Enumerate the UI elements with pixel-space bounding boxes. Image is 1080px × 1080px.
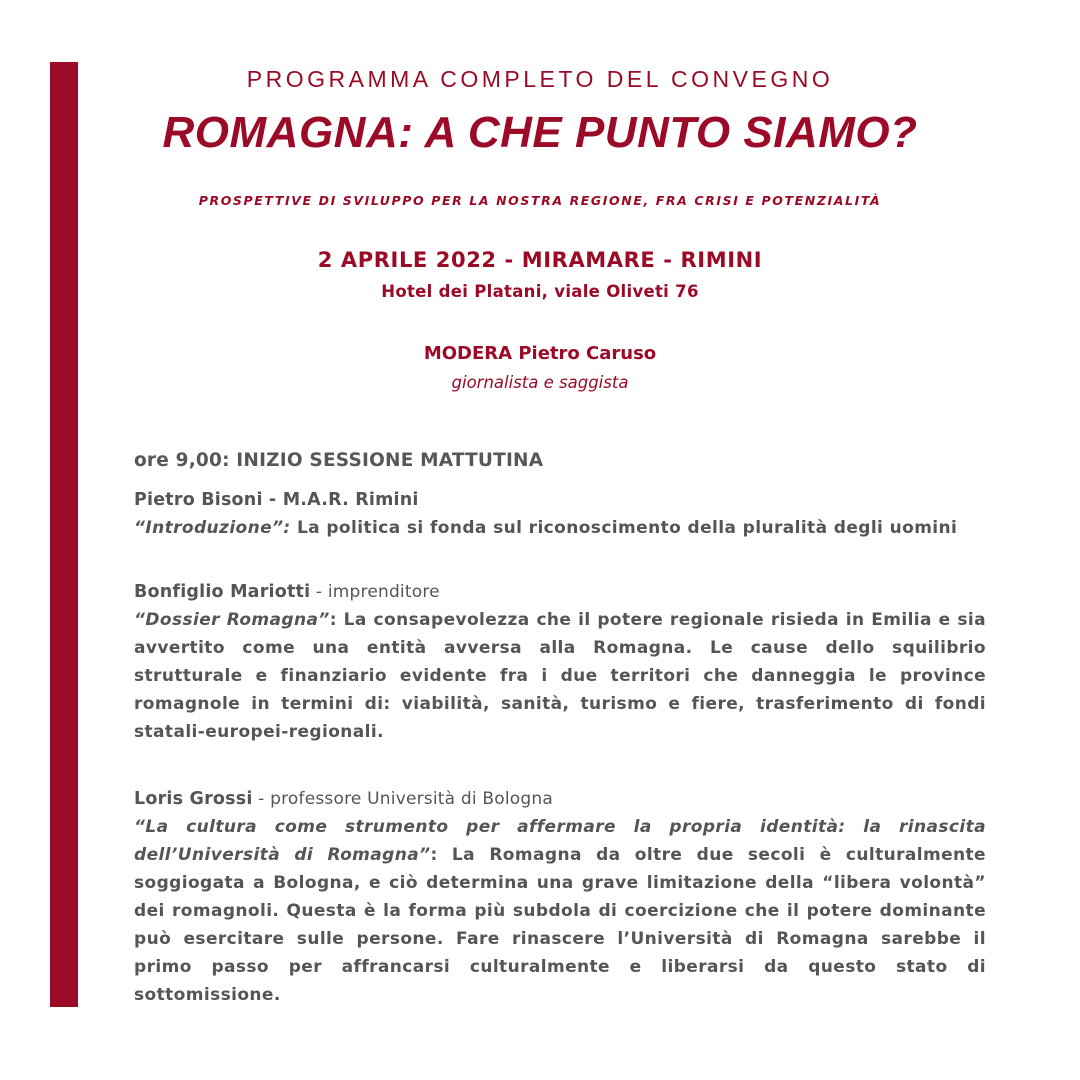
talk-text: La politica si fonda sul riconoscimento della pluralità degli uomini xyxy=(290,518,958,538)
moderator-role: giornalista e saggista xyxy=(451,373,629,392)
event-date-location: 2 APRILE 2022 - MIRAMARE - RIMINI xyxy=(317,248,763,272)
speaker-header xyxy=(134,486,986,514)
program-kicker: PROGRAMMA COMPLETO DEL CONVEGNO xyxy=(246,66,834,92)
talk-text: : La Romagna da oltre due secoli è culturalmente soggiogata a Bologna, e ciò determina una grave limitazione della “libera volontà” dei romagnoli. Questa è la forma più subdola di coercizione che il potere dominante può esercitare sulle persone. Fare rinascere l’Università di Romagna sarebbe il primo passo per affrancarsi culturalmente e liberarsi da questo stato di sottomissione. xyxy=(134,845,986,1005)
talk-description xyxy=(134,813,986,1009)
speaker-name: Bonfiglio Mariotti xyxy=(134,582,311,602)
speaker-block xyxy=(134,578,986,746)
talk-text: : La consapevolezza che il potere regionale risieda in Emilia e sia avvertito come una entità avversa alla Romagna. Le cause dello squilibrio strutturale e finanziario evidente fra i due territori che danneggia le province romagnole in termini di: viabilità, sanità, turismo e fiere, trasferimento di fondi statali-europei-regionali. xyxy=(134,610,986,742)
speaker-role: - M.A.R. Rimini xyxy=(262,490,419,510)
event-venue: Hotel dei Platani, viale Oliveti 76 xyxy=(381,282,699,301)
speaker-name: Pietro Bisoni xyxy=(134,490,263,510)
speaker-header xyxy=(134,785,986,813)
talk-title: “La cultura come strumento per affermare la propria identità: la rinascita dell’Università di Romagna” xyxy=(134,817,986,865)
speaker-block xyxy=(134,785,986,1009)
speaker-role: - professore Università di Bologna xyxy=(252,789,553,809)
talk-description xyxy=(134,514,986,542)
speaker-role: - imprenditore xyxy=(310,582,440,602)
talk-title: “Dossier Romagna” xyxy=(134,610,330,630)
conference-subtitle: PROSPETTIVE DI SVILUPPO PER LA NOSTRA REGIONE, FRA CRISI E POTENZIALITÀ xyxy=(198,193,882,208)
talk-title: “Introduzione”: xyxy=(134,518,291,538)
conference-title: ROMAGNA: A CHE PUNTO SIAMO? xyxy=(162,108,918,157)
moderator-name: MODERA Pietro Caruso xyxy=(423,343,657,364)
speaker-block xyxy=(134,486,986,542)
talk-description xyxy=(134,606,986,746)
session-heading: ore 9,00: INIZIO SESSIONE MATTUTINA xyxy=(134,450,544,471)
speaker-header xyxy=(134,578,986,606)
accent-side-bar xyxy=(50,62,78,1007)
speaker-name: Loris Grossi xyxy=(134,789,253,809)
